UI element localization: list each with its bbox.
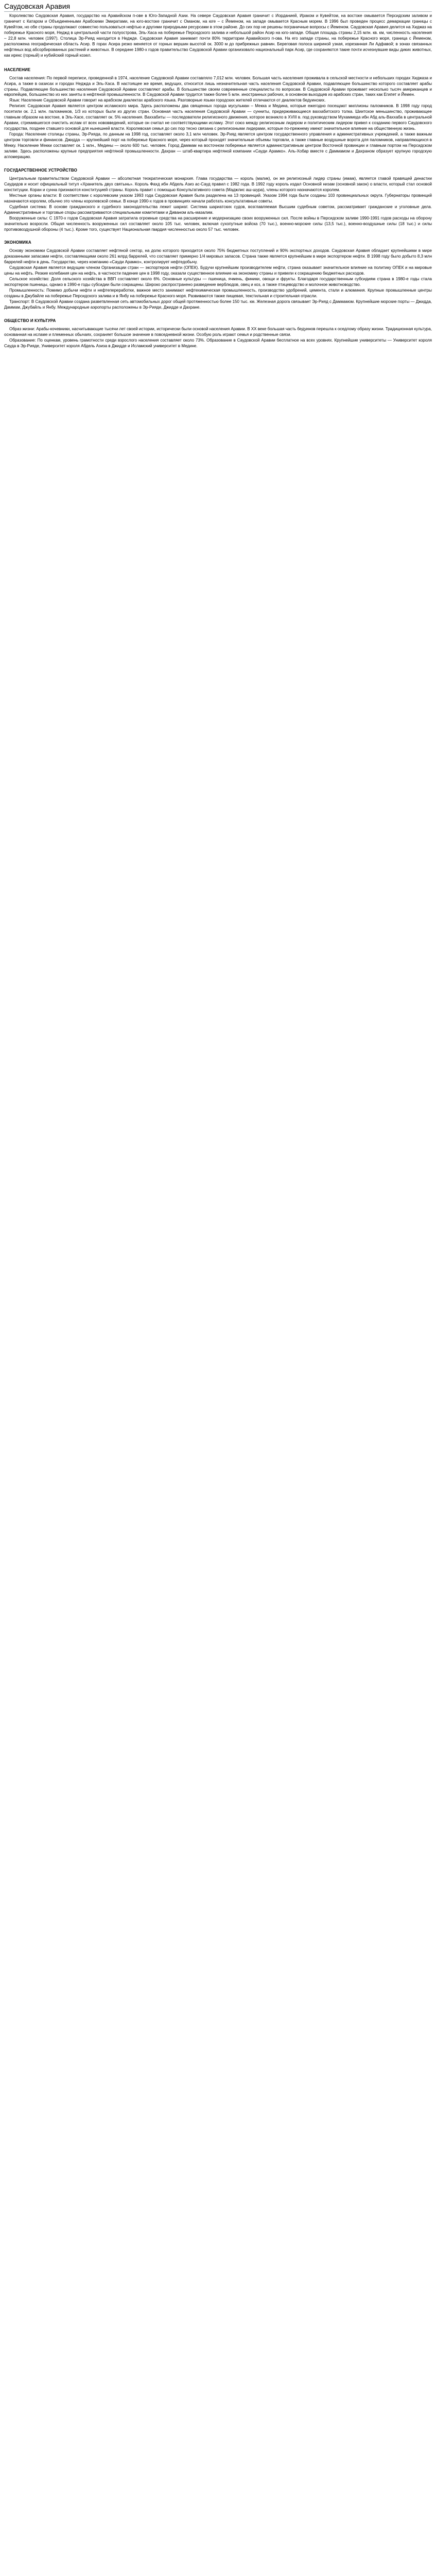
page-title: Саудовская Аравия <box>4 2 71 10</box>
paragraph: Саудовская Аравия является ведущим членом Организации стран — экспортеров нефти (ОПЕК). Будучи крупнейшим производителем нефти, страна оказывает значительное влияние на политику ОПЕК и на мировые цены на нефть. Резкие колебания цен на нефть, в частности падение цен в 1998 году, оказали существенное влияние на экономику страны и привели к сокращению бюджетных расходов. <box>4 265 432 276</box>
section-population <box>4 67 432 160</box>
section-economy <box>4 240 432 310</box>
paragraph: Религия: Саудовская Аравия является центром исламского мира. Здесь расположены два священных города мусульман – Мекка и Медина, которые ежегодно посещают миллионы паломников. В 1998 году город посетили ок. 2,1 млн. паломников, 1/3 из которых были из других стран. Основная часть населения Саудовской Аравии — сунниты, придерживающиеся ваххабитского толка. Шиитское меньшинство, проживающее главным образом на востоке, в Эль-Хасе, составляет ок. 5% населения. Ваххабиты — последователи религиозного движения, которое возникло в XVIII в. под руководством Мухаммеда ибн Абд аль-Ваххаба в центральной Аравии, стремившегося очистить ислам от всех нововведений, которые он считал не соответствующими исламу. Этот союз между религиозным лидером и политическим лидером привел к созданию первого Саудовского государства, позднее ставшего основой для нынешней власти. Королевская семья до сих пор тесно связана с религиозными лидерами, которые по-прежнему имеют значительное влияние на общественную жизнь. <box>4 104 432 131</box>
paragraph: Образование: По оценкам, уровень грамотности среди взрослого населения составляет около 73%. Образование в Саудовской Аравии бесплатное на всех уровнях. Крупнейшие университеты — Университет короля Сауда в Эр-Рияде, Университет короля Абдель Азиза в Джидде и Исламский университет в Медине. <box>4 337 432 348</box>
section-heading: ЭКОНОМИКА <box>4 240 31 245</box>
intro <box>4 13 432 59</box>
paragraph: Вооруженные силы: С 1970-х годов Саудовская Аравия затратила огромные средства на расширение и модернизацию своих вооруженных сил. После войны в Персидском заливе 1990-1991 годов расходы на оборону значительно возросли. Общая численность вооруженных сил составляет около 105 тыс. человек, включая сухопутные войска (70 тыс.), военно-морские силы (13,5 тыс.), военно-воздушные силы (18 тыс.) и силы противовоздушной обороны (4 тыс.). Кроме того, существует Национальная гвардия численностью около 57 тыс. человек. <box>4 215 432 232</box>
paragraph: Язык: Население Саудовской Аравии говорит на арабском диалектах арабского языка. Разговорные языки городских жителей отличаются от диалектов бедуинских. <box>9 98 326 103</box>
paragraph: Основу экономики Саудовской Аравии составляет нефтяной сектор, на долю которого приходится около 75% бюджетных поступлений и 90% экспортных доходов. Саудовская Аравия обладает крупнейшими в мире доказанными запасами нефти, составляющими около 261 млрд баррелей, что составляет примерно 1/4 мировых запасов. Страна также является крупнейшим в мире экспортером нефти. В 1998 году было добыто 8,3 млн баррелей нефти в день. Государство, через компанию «Сауди Арамко», контролирует нефтедобычу. <box>4 248 432 265</box>
section-heading: ГОСУДАРСТВЕННОЕ УСТРОЙСТВО <box>4 167 77 173</box>
section-heading: ОБЩЕСТВО И КУЛЬТУРА <box>4 318 56 323</box>
article <box>0 0 436 349</box>
paragraph: Центральным правительством Саудовской Аравии — абсолютная теократическая монархия. Глава государства — король (малик), он же религиозный лидер страны (имам), является главой правящей династии Саудидов и носит официальный титул «Хранитель двух святынь». Король Фахд ибн Абдель Азиз ас-Сауд правил с 1982 года. В 1992 году король издал Основной низам (основной закон) о власти, который стал основой конституции. Коран и сунна признаются конституцией страны. Король правит с помощью Консультативного совета (Маджлис аш-шура), члены которого назначаются королем. <box>4 176 432 192</box>
paragraph: Сельское хозяйство: Доля сельского хозяйства в ВВП составляет около 6%. Основные культуры — пшеница, ячмень, финики, овощи и фрукты. Благодаря государственным субсидиям страна в 1980-е годы стала экспортером пшеницы, однако в 1990-е годы субсидии были сокращены. Широко распространено разведение верблюдов, овец и коз, а также птицеводство и молочное животноводство. <box>4 277 432 287</box>
paragraph: Промышленность: Помимо добычи нефти и нефтепереработки, важное место занимают нефтехимическая промышленность, производство удобрений, цемента, стали и алюминия. Крупные промышленные центры созданы в Джубайле на побережье Персидского залива и в Янбу на побережье Красного моря. Развиваются также пищевая, текстильная и строительная отрасли. <box>4 288 432 299</box>
paragraph: Местные органы власти: В соответствии с королевским указом 1993 года Саудовская Аравия была разделена на 13 провинций. Указом 1994 года были созданы 103 провинциальных округа. Губернаторы провинций назначаются королем, обычно это члены королевской семьи. В конце 1990-х годов в провинциях начали работать консультативные советы. <box>4 193 432 204</box>
paragraph: Судебная система: В основе гражданского и судебного законодательства лежит шариат. Система шариатских судов, возглавляемая Высшим судебным советом, рассматривает гражданские и уголовные дела. Административные и торговые споры рассматриваются специальными комитетами и Диваном аль-мазалим. <box>4 204 432 215</box>
section-government <box>4 167 432 233</box>
title-divider <box>4 11 432 12</box>
section-heading: НАСЕЛЕНИЕ <box>4 67 31 72</box>
paragraph: Состав населения: По первой переписи, проведенной в 1974, население Саудовской Аравии составляло 7,012 млн. человек. Большая часть населения проживала в сельской местности и небольших городах Хиджаза и Асира, а также в оазисах и городах Неджда и Эль-Хаса. В настоящее же время, ведущих, относится лишь незначительная часть населения Саудовской Аравии, подавляющее большинство которого составляет арабы страны. Подавляющее большинство населения Саудовской Аравии составляют арабы. В большинстве своем современные специалисты по вопросам. В Саудовской Аравии проживает несколько тысяч американцев и европейцев, большинство из них заняты в нефтяной промышленности. В Саудовской Аравии трудится также более 5 млн. иностранных рабочих, в основном выходцев из арабских стран, таких как Египет и Йемен. <box>4 75 432 97</box>
paragraph: Города: Население столицы страны, Эр-Рияда, по данным на 1998 год, составляет около 3,1 млн человек. Эр-Рияд является центром государственного управления и административных учреждений, а также важным центром торговли и финансов. Джидда — крупнейший порт на побережье Красного моря, через который проходят значительные объемы торговли, а также главные воздушные ворота для паломников, направляющихся в Мекку. Население Мекки составляет ок. 1 млн., Медины — около 600 тыс. человек. Город Даммам на восточном побережье является административным центром Восточной провинции и главным портом на Персидском заливе. Здесь расположены крупные предприятия нефтяной промышленности. Дахран — штаб-квартира нефтяной компании «Сауди Арамко». Аль-Хобар вместе с Даммамом и Дахраном образует крупную городскую агломерацию. <box>4 132 432 159</box>
paragraph: Транспорт: В Саудовской Аравии создана разветвленная сеть автомобильных дорог общей протяженностью более 150 тыс. км. Железная дорога связывает Эр-Рияд с Даммамом. Крупнейшие морские порты — Джидда, Даммам, Джубайль и Янбу. Международные аэропорты расположены в Эр-Рияде, Джидде и Дахране. <box>4 299 432 310</box>
intro-paragraph: Королевство Саудовская Аравия, государство на Аравийском п-ове в Юго-Западной Азии. На севере Саудовская Аравия граничит с Иорданией, Ираком и Кувейтом, на востоке омывается Персидским заливом и граничит с Катаром и Объединенными Арабскими Эмиратами, на юго-востоке граничит с Оманом, на юге – с Йеменом, на западе омывается Красным морем. В 1996 был проведен процесс демаркации границы с Кувейтом, но обе страны продолжают совместно пользоваться нефтью и другими природными ресурсами в этом районе. До сих пор не решены пограничные вопросы с Йеменом. Саудовская Аравия делится на Хиджаз на побережье Красного моря, Неджд в центральной части полуострова, Эль-Хаса на побережье Персидского залива и небольшой район Асир на юго-западе. Общая площадь страны 2,15 млн. кв. км, численность населения – 22,8 млн. человек (1997). Столица Эр-Рияд находится в Неджде. Саудовская Аравия занимает почти 80% территории Аравийского п-ова. На его западе страны, на побережье Красного моря, граница с Йеменом, расположена географическая область Асир. В горах Асира резко меняется от горных вершин высотой ок. 3000 м до прибрежных равнин. Береговая полоса шириной узкая, изрезанная Ли Адфавой; в зонах связанных нефтяных вод абсорбированных растений и животных. В середине 1980-х годов правительство Саудовской Аравии организовало национальный парк Асир, где сохраняются такие почти исчезнувшие виды диких животных, как ирекс (горный) и нубийский горный козел. <box>4 13 432 58</box>
paragraph: Образ жизни: Арабы-кочевники, насчитывающие тысячи лет своей истории, исторически были основой населения Аравии. В XX веке большая часть бедуинов перешла к оседлому образу жизни. Традиционная культура, основанная на исламе и племенных обычаях, сохраняет большое значение в повседневной жизни. Особую роль играют семья и родственные связи. <box>4 326 432 337</box>
section-society-culture <box>4 318 432 349</box>
